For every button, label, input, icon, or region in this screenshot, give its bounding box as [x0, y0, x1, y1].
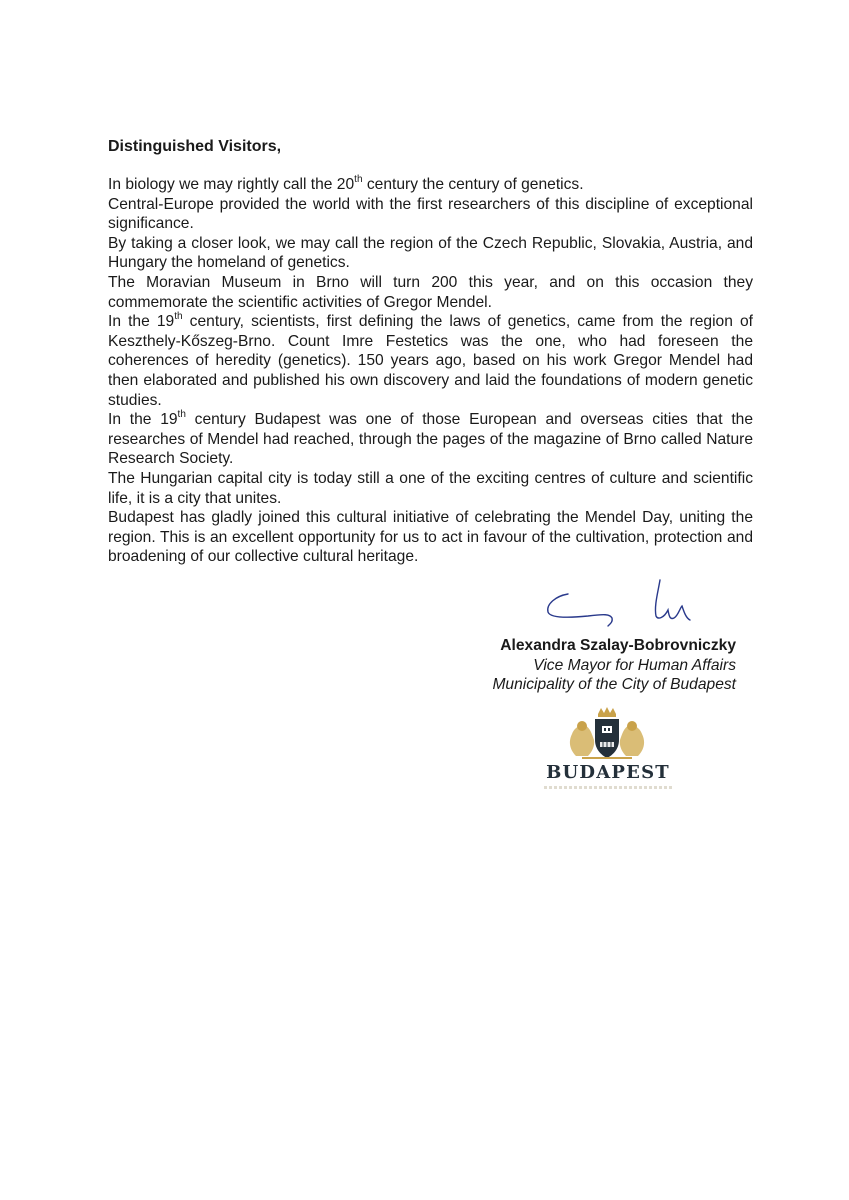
paragraph: The Hungarian capital city is today still a one of the exciting centres of culture and scientific life, it is a city that unites.: [108, 469, 753, 507]
handwritten-signature-icon: [538, 574, 708, 644]
logo-tagline-decoration: [544, 786, 672, 789]
paragraph: Budapest has gladly joined this cultural initiative of celebrating the Mendel Day, uniting the region. This is an excellent opportunity for us to act in favour of the cultivation, protection and broadening of our collective cultural heritage.: [108, 509, 753, 566]
signatory-organization: Municipality of the City of Budapest: [492, 676, 736, 694]
paragraph: Central-Europe provided the world with the first researchers of this discipline of exceptional significance.: [108, 195, 753, 233]
budapest-logo: [540, 706, 676, 796]
letter-body: [108, 175, 753, 567]
salutation: Distinguished Visitors,: [108, 138, 282, 155]
signature-block: [440, 636, 736, 695]
signatory-role: Vice Mayor for Human Affairs: [533, 656, 736, 674]
paragraph: In the 19th century, scientists, first defining the laws of genetics, came from the region of Keszthely-Kőszeg-Brno. Count Imre Festetics was the one, who had foreseen the coherences of heredity (genetics). 150 years ago, based on his work Gregor Mendel had then elaborated and published his own discovery and laid the foundations of modern genetic studies.: [108, 310, 753, 409]
signatory-name: Alexandra Szalay-Bobrovniczky: [500, 637, 736, 654]
budapest-coat-of-arms-icon: [562, 706, 652, 762]
paragraph: By taking a closer look, we may call the region of the Czech Republic, Slovakia, Austria, and Hungary the homeland of genetics.: [108, 234, 753, 272]
paragraph: The Moravian Museum in Brno will turn 200 this year, and on this occasion they commemorate the scientific activities of Gregor Mendel.: [108, 273, 753, 311]
paragraph: In biology we may rightly call the 20th century the century of genetics.: [108, 173, 584, 193]
logo-wordmark: BUDAPEST: [546, 762, 670, 783]
paragraph: In the 19th century Budapest was one of those European and overseas cities that the researches of Mendel had reached, through the pages of the magazine of Brno called Nature Research Society.: [108, 408, 753, 468]
